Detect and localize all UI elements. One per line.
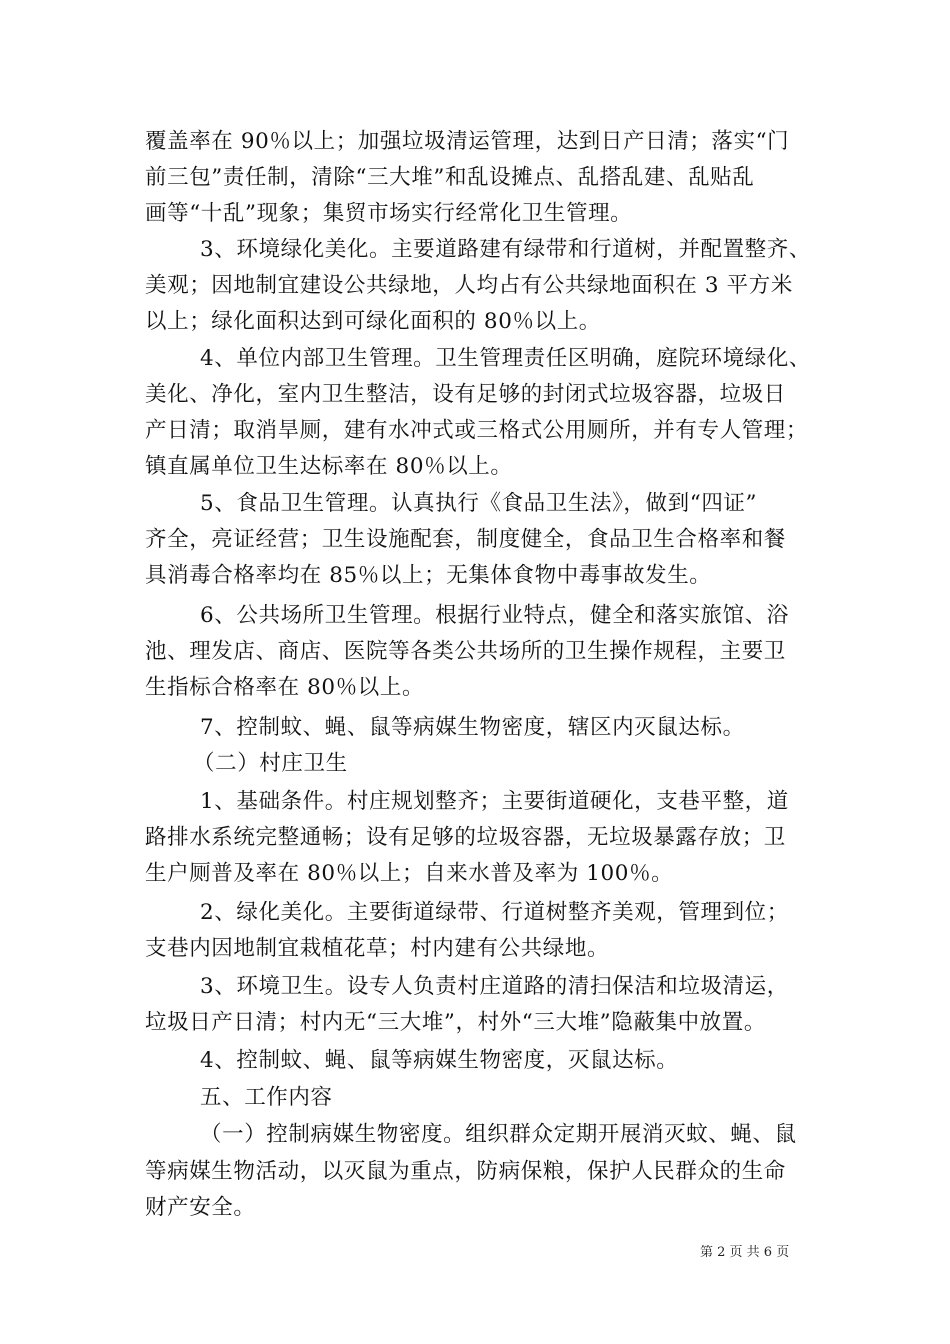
text-line: 6、公共场所卫生管理。根据行业特点，健全和落实旅馆、浴 bbox=[200, 603, 789, 628]
text-line: 生户厕普及率在 80％以上；自来水普及率为 100％。 bbox=[145, 861, 674, 886]
text-line: 以上；绿化面积达到可绿化面积的 80％以上。 bbox=[145, 309, 601, 334]
text-line: 产日清；取消旱厕，建有水冲式或三格式公用厕所，并有专人管理； bbox=[145, 418, 809, 443]
text-line: 5、食品卫生管理。认真执行《食品卫生法》，做到“四证” bbox=[200, 491, 758, 516]
page-number: 第 2 页 共 6 页 bbox=[700, 1245, 790, 1260]
text-line: 池、理发店、商店、医院等各类公共场所的卫生操作规程，主要卫 bbox=[145, 639, 786, 664]
text-line: 支巷内因地制宜栽植花草；村内建有公共绿地。 bbox=[145, 936, 610, 961]
text-line: 等病媒生物活动，以灭鼠为重点，防病保粮，保护人民群众的生命 bbox=[145, 1159, 786, 1184]
text-line: 路排水系统完整通畅；设有足够的垃圾容器，无垃圾暴露存放；卫 bbox=[145, 825, 786, 850]
text-line: 3、环境绿化美化。主要道路建有绿带和行道树，并配置整齐、 bbox=[200, 237, 811, 262]
text-line: 财产安全。 bbox=[145, 1195, 256, 1220]
section-heading: 五、工作内容 bbox=[200, 1085, 333, 1110]
text-line: 4、控制蚊、蝇、鼠等病媒生物密度，灭鼠达标。 bbox=[200, 1048, 679, 1073]
text-line: 画等“十乱”现象；集贸市场实行经常化卫生管理。 bbox=[145, 201, 633, 226]
text-line: 垃圾日产日清；村内无“三大堆”，村外“三大堆”隐蔽集中放置。 bbox=[145, 1010, 766, 1035]
section-heading: （二）村庄卫生 bbox=[193, 751, 348, 776]
text-line: 3、环境卫生。设专人负责村庄道路的清扫保洁和垃圾清运， bbox=[200, 974, 789, 999]
text-line: 齐全，亮证经营；卫生设施配套，制度健全，食品卫生合格率和餐 bbox=[145, 527, 786, 552]
text-line: 2、绿化美化。主要街道绿带、行道树整齐美观，管理到位； bbox=[200, 900, 789, 925]
text-line: 覆盖率在 90％以上；加强垃圾清运管理，达到日产日清；落实“门 bbox=[145, 129, 790, 154]
text-line: 美化、净化，室内卫生整洁，设有足够的封闭式垃圾容器，垃圾日 bbox=[145, 382, 786, 407]
text-line: 镇直属单位卫生达标率在 80％以上。 bbox=[145, 454, 513, 479]
text-line: 生指标合格率在 80％以上。 bbox=[145, 675, 425, 700]
text-line: 具消毒合格率均在 85％以上；无集体食物中毒事故发生。 bbox=[145, 563, 712, 588]
text-line: 4、单位内部卫生管理。卫生管理责任区明确，庭院环境绿化、 bbox=[200, 346, 811, 371]
text-line: 前三包”责任制，清除“三大堆”和乱设摊点、乱搭乱建、乱贴乱 bbox=[145, 165, 755, 190]
text-line: 1、基础条件。村庄规划整齐；主要街道硬化，支巷平整，道 bbox=[200, 789, 789, 814]
text-line: 美观；因地制宜建设公共绿地，人均占有公共绿地面积在 3 平方米 bbox=[145, 273, 793, 298]
text-line: 7、控制蚊、蝇、鼠等病媒生物密度，辖区内灭鼠达标。 bbox=[200, 715, 745, 740]
text-line: （一）控制病媒生物密度。组织群众定期开展消灭蚊、蝇、鼠 bbox=[200, 1122, 797, 1147]
